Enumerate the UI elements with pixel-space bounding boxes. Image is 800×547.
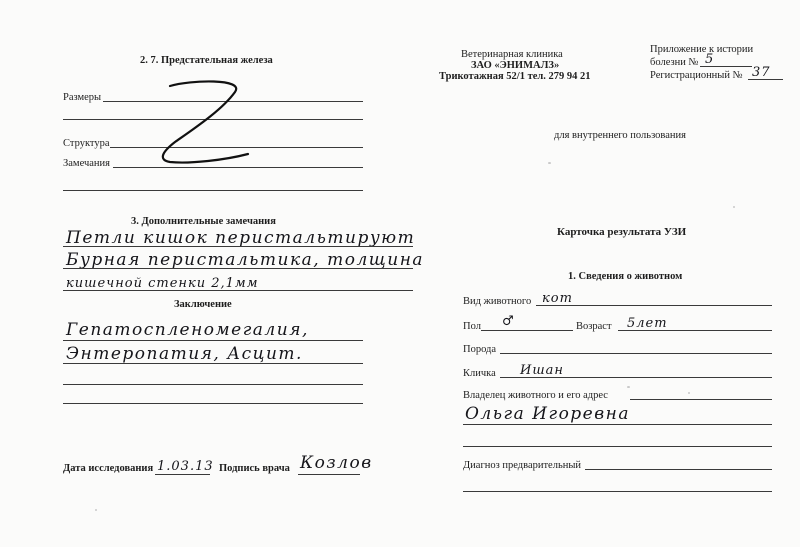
diagnosis-line-2 xyxy=(463,491,772,492)
age-value: 5лет xyxy=(627,316,668,331)
breed-line xyxy=(500,353,772,354)
registration-value: 37 xyxy=(752,65,771,80)
owner-line-2 xyxy=(463,424,772,425)
signature-label: Подпись врача xyxy=(219,463,290,474)
owner-value: Ольга Игоревна xyxy=(465,404,630,424)
diagnosis-label: Диагноз предварительный xyxy=(463,460,582,471)
remarks-label: Замечания xyxy=(63,158,110,169)
additional-heading: 3. Дополнительные замечания xyxy=(131,216,276,227)
exam-date-label: Дата исследования xyxy=(63,463,154,474)
conclusion-line-4 xyxy=(63,403,363,404)
additional-line-2 xyxy=(63,268,413,269)
owner-label: Владелец животного и его адрес xyxy=(463,390,608,401)
conclusion-text-line-2: Энтеропатия, Асцит. xyxy=(66,344,303,364)
conclusion-line-3 xyxy=(63,384,363,385)
exam-date-line xyxy=(155,474,210,475)
structure-label: Структура xyxy=(63,138,110,149)
name-value: Ишан xyxy=(520,363,564,378)
remarks-line-2 xyxy=(63,190,363,191)
species-line xyxy=(536,305,772,306)
size-label: Размеры xyxy=(63,92,102,103)
appendix-line-2-value: 5 xyxy=(705,52,715,67)
signature-line xyxy=(298,474,360,475)
signature-value: Козлов xyxy=(300,453,373,473)
clinic-address: Трикотажная 52/1 тел. 279 94 21 xyxy=(439,71,591,82)
sex-line xyxy=(481,330,573,331)
additional-text-line-2: Бурная перистальтика, толщина xyxy=(66,250,425,270)
sex-value: ♂ xyxy=(502,314,515,329)
additional-line-3 xyxy=(63,290,413,291)
breed-label: Порода xyxy=(463,344,497,355)
clinic-name-line-2: ЗАО «ЭНИМАЛЗ» xyxy=(471,60,560,71)
diagnosis-line xyxy=(585,469,772,470)
species-value: кот xyxy=(542,291,573,306)
conclusion-text-line-1: Гепатоспленомегалия, xyxy=(66,320,309,340)
species-label: Вид животного xyxy=(463,296,532,307)
name-line xyxy=(500,377,772,378)
age-label: Возраст xyxy=(576,321,612,332)
age-line xyxy=(618,330,772,331)
internal-use-note: для внутреннего пользования xyxy=(554,130,686,141)
strike-through-scribble xyxy=(150,76,250,168)
exam-date-value: 1.03.13 xyxy=(157,459,214,474)
registration-label: Регистрационный № xyxy=(650,70,743,81)
additional-line-1 xyxy=(63,246,413,247)
conclusion-line-1 xyxy=(63,340,363,341)
appendix-line-1: Приложение к истории xyxy=(650,44,754,55)
conclusion-line-2 xyxy=(63,363,363,364)
animal-info-heading: 1. Сведения о животном xyxy=(568,271,683,282)
owner-line xyxy=(630,399,772,400)
card-title: Карточка результата УЗИ xyxy=(557,226,687,238)
name-label: Кличка xyxy=(463,368,496,379)
sex-label: Пол xyxy=(463,321,481,332)
additional-text-line-1: Петли кишок перистальтируют xyxy=(66,228,416,248)
appendix-line xyxy=(700,66,752,67)
clinic-name-line-1: Ветеринарная клиника xyxy=(461,49,563,60)
owner-line-3 xyxy=(463,446,772,447)
appendix-line-2-label: болезни № xyxy=(650,57,699,68)
registration-line xyxy=(748,79,783,80)
conclusion-heading: Заключение xyxy=(174,299,232,310)
prostate-heading: 2. 7. Предстательная железа xyxy=(140,55,273,66)
additional-text-line-3: кишечной стенки 2,1мм xyxy=(66,276,259,291)
